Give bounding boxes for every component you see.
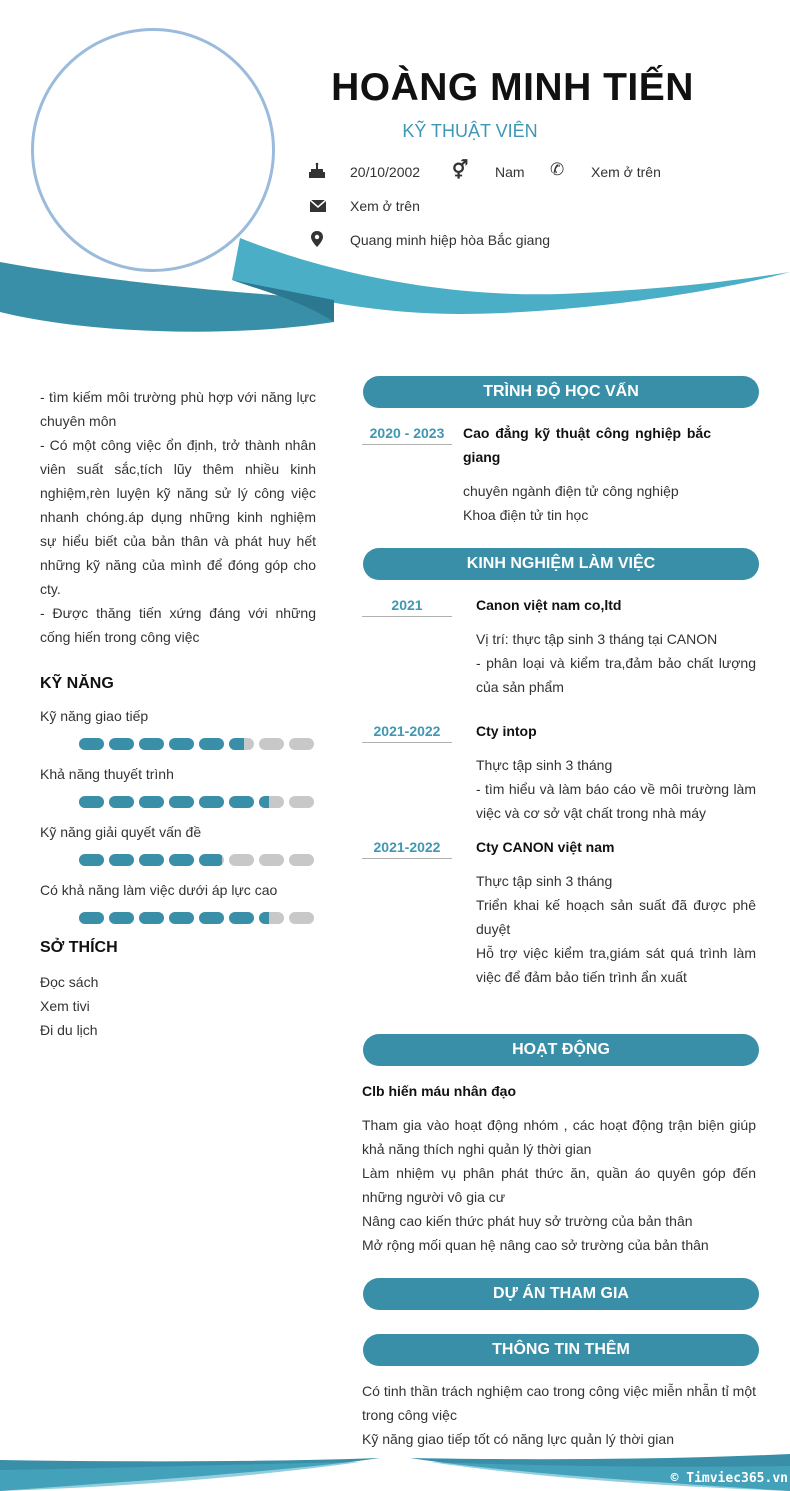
skill-bar-segment — [259, 738, 284, 750]
skill-bar-segment — [289, 738, 314, 750]
skill-bar-segment — [109, 796, 134, 808]
skill-bar-segment — [259, 912, 284, 924]
skill-bar-segment — [199, 738, 224, 750]
skill-bar-segment — [289, 854, 314, 866]
skill-bar — [79, 796, 319, 808]
hobby-item: Đọc sách — [40, 974, 99, 990]
skill-name: Kỹ năng giải quyết vấn đề — [40, 824, 202, 840]
more-info-line: Có tinh thần trách nghiệm cao trong công việc miễn nhẫn tỉ một trong công việc — [362, 1383, 756, 1423]
skill-bar-segment — [229, 738, 254, 750]
skill-bar-segment — [139, 854, 164, 866]
job-title: KỸ THUẬT VIÊN — [402, 121, 538, 141]
gender-icon: ⚥ — [452, 160, 469, 180]
experience-company: Canon việt nam co,ltd — [476, 597, 622, 613]
skill-bar-segment — [259, 854, 284, 866]
experience-year: 2021 — [362, 597, 452, 617]
skill-name: Có khả năng làm việc dưới áp lực cao — [40, 882, 278, 898]
skill-bar-segment — [229, 912, 254, 924]
more-info-section-header: THÔNG TIN THÊM — [363, 1334, 759, 1366]
education-school: Cao đẳng kỹ thuật công nghiệp bắc giang — [463, 425, 711, 465]
experience-line: Thực tập sinh 3 tháng — [476, 873, 613, 889]
skill-bar-segment — [229, 796, 254, 808]
skill-bar — [79, 854, 319, 866]
projects-section-header: DỰ ÁN THAM GIA — [363, 1278, 759, 1310]
skill-bar-segment — [79, 912, 104, 924]
experience-line: - tìm hiểu và làm báo cáo về môi trường làm việc và cơ sở vật chất trong nhà máy — [476, 781, 756, 821]
skill-bar-segment — [139, 738, 164, 750]
activity-organization: Clb hiến máu nhân đạo — [362, 1083, 517, 1099]
skill-bar-segment — [109, 912, 134, 924]
more-info-line: Kỹ năng giao tiếp tốt có năng lực quản lý thời gian — [362, 1431, 674, 1447]
watermark: © Timviec365.vn — [670, 1471, 788, 1486]
skill-bar-segment — [139, 796, 164, 808]
candidate-name: HOÀNG MINH TIẾN — [331, 66, 694, 109]
phone-value[interactable]: Xem ở trên — [591, 164, 661, 180]
phone-icon: ✆ — [550, 160, 565, 179]
education-year: 2020 - 2023 — [362, 425, 452, 445]
education-section-header: TRÌNH ĐỘ HỌC VẤN — [363, 376, 759, 408]
experience-company: Cty CANON việt nam — [476, 839, 615, 855]
skill-bar-segment — [229, 854, 254, 866]
experience-company: Cty intop — [476, 723, 537, 739]
experience-line: Triển khai kế hoạch sản suất đã được phê duyệt — [476, 897, 756, 937]
skill-bar-segment — [289, 912, 314, 924]
skill-bar-segment — [169, 912, 194, 924]
objective-line-1: - tìm kiếm môi trường phù hợp với năng lực chuyên môn — [40, 389, 316, 429]
activity-line: Nâng cao kiến thức phát huy sở trường của bản thân — [362, 1213, 693, 1229]
hobbies-title: SỞ THÍCH — [40, 939, 118, 956]
activity-line: Làm nhiệm vụ phân phát thức ăn, quần áo quyên góp đến những người vô gia cư — [362, 1165, 756, 1205]
experience-line: Thực tập sinh 3 tháng — [476, 757, 613, 773]
hobby-item: Xem tivi — [40, 998, 90, 1014]
gender-value: Nam — [495, 164, 525, 180]
skill-bar-segment — [79, 796, 104, 808]
skill-bar-segment — [79, 738, 104, 750]
skill-bar-segment — [169, 796, 194, 808]
avatar-photo — [31, 28, 275, 272]
education-line: Khoa điện tử tin học — [463, 507, 589, 523]
skill-bar-segment — [259, 796, 284, 808]
skills-title: KỸ NĂNG — [40, 675, 114, 692]
education-line: chuyên ngành điện tử công nghiệp — [463, 483, 679, 499]
activity-line: Mở rộng mối quan hệ nâng cao sở trường của bản thân — [362, 1237, 709, 1253]
skill-bar-segment — [289, 796, 314, 808]
activity-line: Tham gia vào hoạt động nhóm , các hoạt động trận biện giúp khả năng thích nghi quản lý thời gian — [362, 1117, 756, 1157]
skill-bar — [79, 912, 319, 924]
skill-bar-segment — [199, 912, 224, 924]
skill-bar-segment — [109, 854, 134, 866]
skill-bar-segment — [199, 796, 224, 808]
objective-line-3: - Được thăng tiến xứng đáng với những cống hiến trong công việc — [40, 605, 316, 645]
skill-bar-segment — [169, 738, 194, 750]
email-value[interactable]: Xem ở trên — [350, 198, 420, 214]
experience-line: Hỗ trợ việc kiểm tra,giám sát quá trình làm việc để đảm bảo tiến trình ẩn xuất — [476, 945, 756, 985]
experience-year: 2021-2022 — [362, 723, 452, 743]
skill-bar-segment — [79, 854, 104, 866]
address-value: Quang minh hiệp hòa Bắc giang — [350, 232, 551, 248]
location-pin-icon — [308, 230, 326, 248]
skill-bar-segment — [109, 738, 134, 750]
skill-bar-segment — [199, 854, 224, 866]
activities-section-header: HOẠT ĐỘNG — [363, 1034, 759, 1066]
birthday-value: 20/10/2002 — [350, 164, 421, 180]
skill-bar-segment — [139, 912, 164, 924]
experience-year: 2021-2022 — [362, 839, 452, 859]
experience-line: - phân loại và kiểm tra,đảm bảo chất lượng của sản phẩm — [476, 655, 756, 695]
birthday-cake-icon — [308, 162, 326, 180]
experience-line: Vị trí: thực tập sinh 3 tháng tại CANON — [476, 631, 718, 647]
skill-name: Khả năng thuyết trình — [40, 766, 174, 782]
skill-bar-segment — [169, 854, 194, 866]
experience-section-header: KINH NGHIỆM LÀM VIỆC — [363, 548, 759, 580]
skill-name: Kỹ năng giao tiếp — [40, 708, 149, 724]
objective-line-2: - Có một công việc ổn định, trở thành nhân viên suất sắc,tích lũy thêm nhiều kinh nghiệm,rèn luyện kỹ năng sử lý công việc nhanh chóng.áp dụng những kinh nghiệm sự hiểu biết của bản thân và phát huy hết những kỹ năng của mình để đóng góp cho cty. — [40, 437, 316, 597]
hobby-item: Đi du lịch — [40, 1022, 98, 1038]
email-icon — [309, 197, 327, 215]
skill-bar — [79, 738, 319, 750]
